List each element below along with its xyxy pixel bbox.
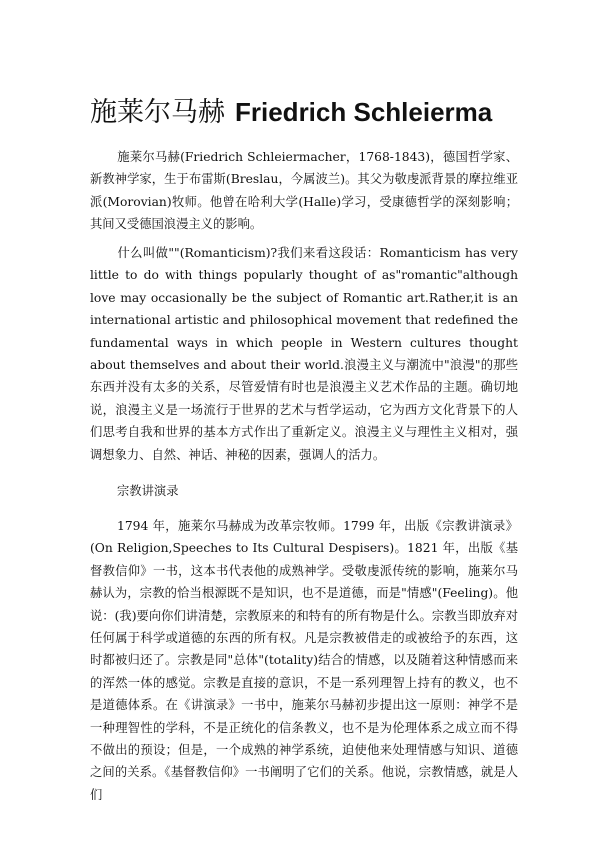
paragraph-text: 1794 年，施莱尔马赫成为改革宗牧师。1799 年，出版《宗教讲演录》(On Religion,Speeches to Its Cultural Despisers)。1821 年，出版《基督教信仰》一书，这本书代表他的成熟神学。受敬虔派传统的影响，施莱尔马赫认为，宗教的恰当根源既不是知识，也不是道德，而是"情感"(Feeling)。他说：(我)要向你们讲清楚，宗教原来的和特有的所有物是什么。宗教当即放弃对任何属于科学或道德的东西的所有权。凡是宗教被借走的或被给予的东西，这时都被归还了。宗教是同"总体"(totality)结合的情感，以及随着这种情感而来的浑然一体的感觉。宗教是直接的意识，不是一系列理智上持有的教义，也不是道德体系。在《讲演录》一书中，施莱尔马赫初步提出这一原则：神学不是一种理智性的学科，不是正统化的信条教义，也不是为伦理体系之成立而不得不做出的预设；但是，一个成熟的神学系统，迫使他来处理情感与知识、道德之间的关系。《基督教信仰》一书阐明了它们的关系。他说，宗教情感，就是人们	[90, 519, 518, 802]
title-english: Friedrich Schleierma	[235, 97, 493, 128]
paragraph-religion-speeches	[90, 515, 518, 806]
section-heading: 宗教讲演录	[117, 484, 179, 498]
paragraph-text: 什么叫做""(Romanticism)?我们来看这段话：Romanticism has very little to do with things popularly thought of as"romantic"although love may occasionally be the subject of Romantic art.Rather,it is an international artistic and philosophical movement that redefined the fundamental ways in which people in Western cultures thought about themselves and about their world.浪漫主义与潮流中"浪漫"的那些东西并没有太多的关系，尽管爱情有时也是浪漫主义艺术作品的主题。确切地说，浪漫主义是一场流行于世界的艺术与哲学运动，它为西方文化背景下的人们思考自我和世界的基本方式作出了重新定义。浪漫主义与理性主义相对，强调想象力、自然、神话、神秘的因素，强调人的活力。	[90, 246, 518, 462]
paragraph-text: 施莱尔马赫(Friedrich Schleiermacher，1768-1843)，德国哲学家、新教神学家，生于布雷斯(Breslau，今属波兰)。其父为敬虔派背景的摩拉维亚派(Morovian)牧师。他曾在哈利大学(Halle)学习，受康德哲学的深刻影响；其间又受德国浪漫主义的影响。	[90, 150, 518, 232]
paragraph-biography	[90, 146, 518, 236]
paragraph-romanticism	[90, 242, 518, 466]
page-title	[90, 92, 560, 132]
title-chinese: 施莱尔马赫	[90, 97, 225, 129]
